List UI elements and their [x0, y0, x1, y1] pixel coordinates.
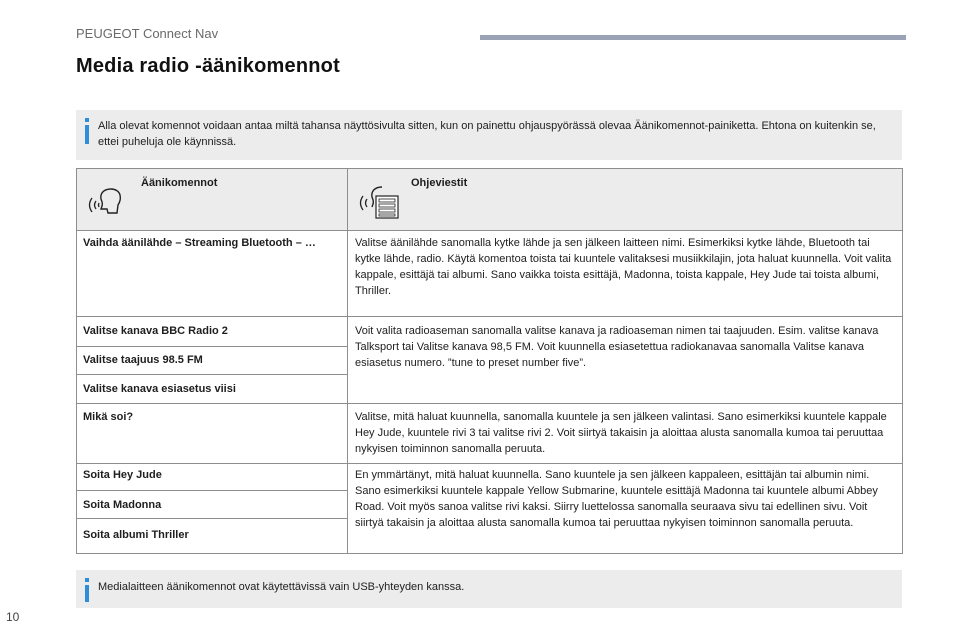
- info-note-bottom: [76, 570, 902, 608]
- command-cell: Soita Hey Jude: [83, 469, 162, 481]
- page-number: 10: [6, 610, 20, 624]
- info-note-text: Medialaitteen äänikomennot ovat käytettävissä vain USB-yhteyden kanssa.: [98, 581, 465, 593]
- command-cell: Soita Madonna: [83, 499, 162, 511]
- command-cell: Valitse taajuus 98.5 FM: [83, 354, 203, 366]
- command-cell: Valitse kanava esiasetus viisi: [83, 383, 236, 395]
- header-divider: [480, 35, 906, 40]
- help-message-cell: Voit valita radioaseman sanomalla valitse kanava ja radioaseman nimen tai taajuuden. Esim. valitse kanava Talksport tai Valitse kanava 98,5 FM. Voit kuunnella esiasetettua radiokanavaa sanomalla Valitse kanava esiasetus numero. ”tune to preset number five”.: [355, 325, 879, 369]
- command-cell: Mikä soi?: [83, 411, 134, 423]
- voice-help-screen-icon: [358, 185, 402, 221]
- info-note-top: [76, 110, 902, 160]
- command-cell: Valitse kanava BBC Radio 2: [83, 325, 228, 337]
- page-title: Media radio -äänikomennot: [76, 55, 340, 77]
- voice-commands-table: [76, 168, 903, 554]
- command-cell: Soita albumi Thriller: [83, 529, 189, 541]
- document-header-title: PEUGEOT Connect Nav: [76, 26, 219, 41]
- help-message-cell: Valitse, mitä haluat kuunnella, sanomalla kuuntele ja sen jälkeen valintasi. Sano esimerkiksi kuuntele kappale Hey Jude, kuuntele rivi 3 tai valitse rivi 2. Voit siirtyä takaisin ja aloittaa alusta sanomalla kumoa tai peruuttaa nykyisen toiminnon sanomalla peruuta.: [355, 411, 887, 455]
- help-message-cell: En ymmärtänyt, mitä haluat kuunnella. Sano kuuntele ja sen jälkeen kappaleen, esittäjän tai albumin nimi. Sano esimerkiksi kuuntele kappale Yellow Submarine, kuuntele esittäjä Madonna tai kuuntele albumi Abbey Road. Voit myös sanoa valitse rivi kaksi. Siirry luettelossa sanomalla seuraava sivu tai edellinen sivu. Voit siirtyä takaisin ja aloittaa alusta sanomalla kumoa tai peruuttaa nykyisen toiminnon sanomalla peruuta.: [355, 469, 878, 529]
- info-icon: [85, 578, 89, 582]
- column-header-commands: Äänikomennot: [141, 177, 218, 189]
- column-header-help: Ohjeviestit: [411, 177, 468, 189]
- command-cell: Vaihda äänilähde – Streaming Bluetooth – …: [83, 237, 316, 249]
- info-icon: [85, 118, 89, 122]
- voice-speaking-icon: [87, 187, 123, 215]
- help-message-cell: Valitse äänilähde sanomalla kytke lähde ja sen jälkeen laitteen nimi. Esimerkiksi kytke lähde, Bluetooth tai kytke lähde, radio. Käytä komentoa toista tai kuuntele valitaksesi musiikkilajin, jota haluat kuunnella. Voit valita kappale, esittäjä tai albumi. Sano vaikka toista esittäjä, Madonna, toista kappale, Hey Jude tai toista albumi, Thriller.: [355, 237, 892, 297]
- info-note-text: Alla olevat komennot voidaan antaa miltä tahansa näyttösivulta sitten, kun on painettu ohjauspyörässä olevaa Äänikomennot-painiketta. Ehtona on kuitenkin se, ettei puheluja ole käynnissä.: [98, 120, 876, 148]
- table-header: [77, 169, 902, 231]
